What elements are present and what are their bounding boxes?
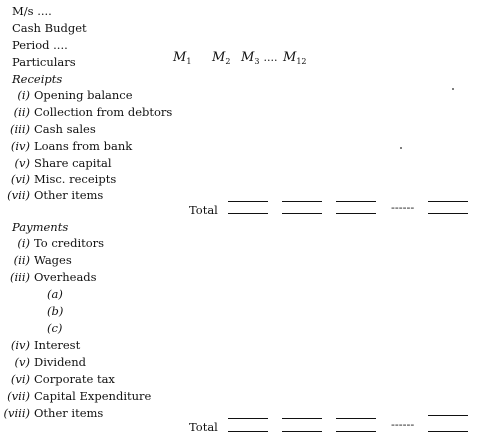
month-3-heading: $M_3$ .... bbox=[241, 50, 278, 66]
item-number: (vi) bbox=[10, 372, 30, 386]
item-number: (ii) bbox=[13, 105, 30, 119]
item-label: Dividend bbox=[34, 355, 87, 369]
total-rule-m12-bottom bbox=[428, 213, 468, 214]
subitem-b: (b) bbox=[47, 304, 64, 318]
month-1-heading: $M_1$ bbox=[173, 50, 192, 66]
item-label: Opening balance bbox=[34, 88, 133, 102]
item-label: Capital Expenditure bbox=[34, 389, 152, 403]
item-number: (vii) bbox=[7, 188, 30, 202]
particulars-heading: Particulars bbox=[12, 55, 76, 69]
total-rule-m1-top bbox=[228, 201, 268, 202]
total-rule-m2-bottom bbox=[282, 431, 322, 432]
total-rule-m1-bottom bbox=[228, 213, 268, 214]
item-number: (vi) bbox=[10, 172, 30, 186]
receipts-heading: Receipts bbox=[12, 72, 63, 86]
item-label: Collection from debtors bbox=[34, 105, 173, 119]
subitem-a: (a) bbox=[47, 287, 63, 301]
total-rule-m1-bottom bbox=[228, 431, 268, 432]
total-rule-m12-top bbox=[428, 415, 468, 416]
total-rule-m3-top bbox=[336, 418, 376, 419]
total-dash: ------ bbox=[391, 417, 415, 431]
print-speck bbox=[400, 147, 402, 149]
subitem-c: (c) bbox=[47, 321, 63, 335]
payments-heading: Payments bbox=[12, 220, 69, 234]
total-rule-m3-bottom bbox=[336, 431, 376, 432]
month-12-heading: $M_{12}$ bbox=[283, 50, 307, 66]
item-number: (i) bbox=[17, 88, 30, 102]
item-number: (iv) bbox=[10, 139, 30, 153]
item-number: (viii) bbox=[3, 406, 30, 420]
item-label: Wages bbox=[34, 253, 72, 267]
document-title: Cash Budget bbox=[12, 21, 87, 35]
print-speck bbox=[452, 88, 454, 90]
month-2-heading: $M_2$ bbox=[212, 50, 231, 66]
item-number: (iv) bbox=[10, 338, 30, 352]
item-label: Loans from bank bbox=[34, 139, 133, 153]
item-number: (v) bbox=[14, 355, 30, 369]
total-rule-m2-bottom bbox=[282, 213, 322, 214]
item-label: Corporate tax bbox=[34, 372, 115, 386]
item-label: Cash sales bbox=[34, 122, 96, 136]
item-label: Misc. receipts bbox=[34, 172, 117, 186]
item-label: To creditors bbox=[34, 236, 105, 250]
item-label: Share capital bbox=[34, 156, 112, 170]
item-number: (v) bbox=[14, 156, 30, 170]
item-number: (i) bbox=[17, 236, 30, 250]
total-rule-m12-top bbox=[428, 201, 468, 202]
total-dash: ------ bbox=[391, 200, 415, 214]
firm-name: M/s .... bbox=[12, 4, 52, 18]
total-rule-m3-bottom bbox=[336, 213, 376, 214]
item-number: (iii) bbox=[9, 270, 30, 284]
item-number: (iii) bbox=[9, 122, 30, 136]
total-rule-m2-top bbox=[282, 201, 322, 202]
payments-total-label: Total bbox=[189, 420, 218, 434]
item-label: Overheads bbox=[34, 270, 97, 284]
total-rule-m2-top bbox=[282, 418, 322, 419]
item-number: (vii) bbox=[7, 389, 30, 403]
item-label: Other items bbox=[34, 188, 104, 202]
receipts-total-label: Total bbox=[189, 203, 218, 217]
total-rule-m1-top bbox=[228, 418, 268, 419]
total-rule-m12-bottom bbox=[428, 431, 468, 432]
total-rule-m3-top bbox=[336, 201, 376, 202]
item-number: (ii) bbox=[13, 253, 30, 267]
item-label: Other items bbox=[34, 406, 104, 420]
period-line: Period .... bbox=[12, 38, 68, 52]
item-label: Interest bbox=[34, 338, 81, 352]
